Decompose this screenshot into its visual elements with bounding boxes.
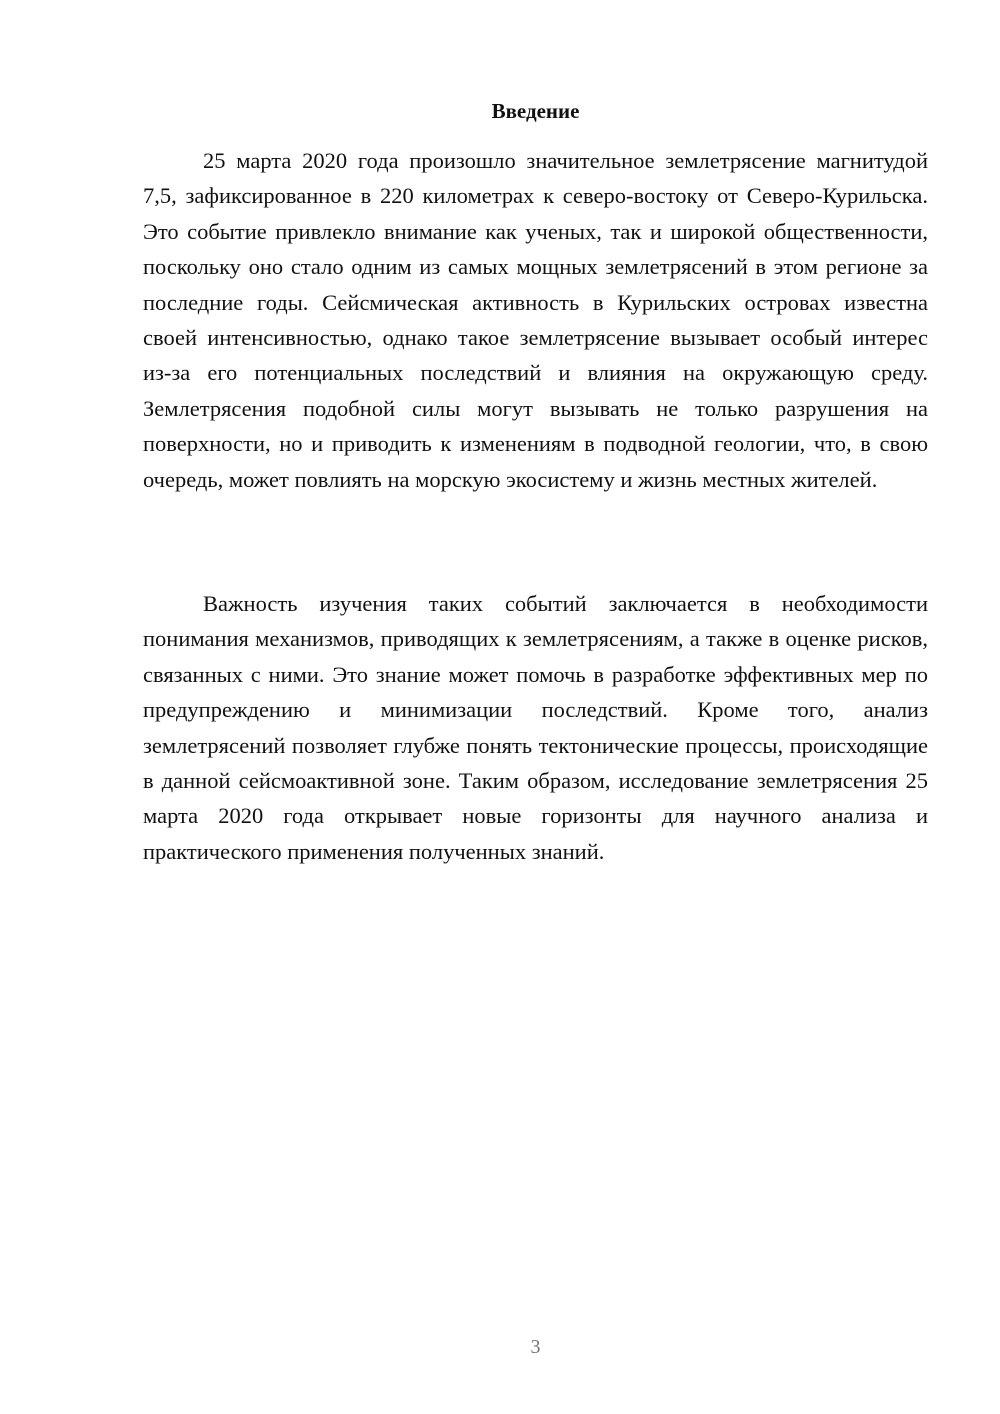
section-heading: Введение (491, 99, 580, 123)
body-paragraph-1: 25 марта 2020 года произошло значительное землетрясение магнитудой 7,5, зафиксированное в 220 километрах к северо-востоку от Северо-Курильска. Это событие привлекло внимание как ученых, так и широкой общественности, поскольку оно стало одним из самых мощных землетрясений в этом регионе за последние годы. Сейсмическая активность в Курильских островах известна своей интенсивностью, однако такое землетрясение вызывает особый интерес из-за его потенциальных последствий и влияния на окружающую среду. Землетрясения подобной силы могут вызывать не только разрушения на поверхности, но и приводить к изменениям в подводной геологии, что, в свою очередь, может повлиять на морскую экосистему и жизнь местных жителей. (143, 148, 928, 492)
page-number: 3 (530, 1336, 541, 1358)
body-paragraph-2: Важность изучения таких событий заключается в необходимости понимания механизмов, приводящих к землетрясениям, а также в оценке рисков, связанных с ними. Это знание может помочь в разработке эффективных мер по предупреждению и минимизации последствий. Кроме того, анализ землетрясений позволяет глубже понять тектонические процессы, происходящие в данной сейсмоактивной зоне. Таким образом, исследование землетрясения 25 марта 2020 года открывает новые горизонты для научного анализа и практического применения полученных знаний. (143, 591, 928, 864)
